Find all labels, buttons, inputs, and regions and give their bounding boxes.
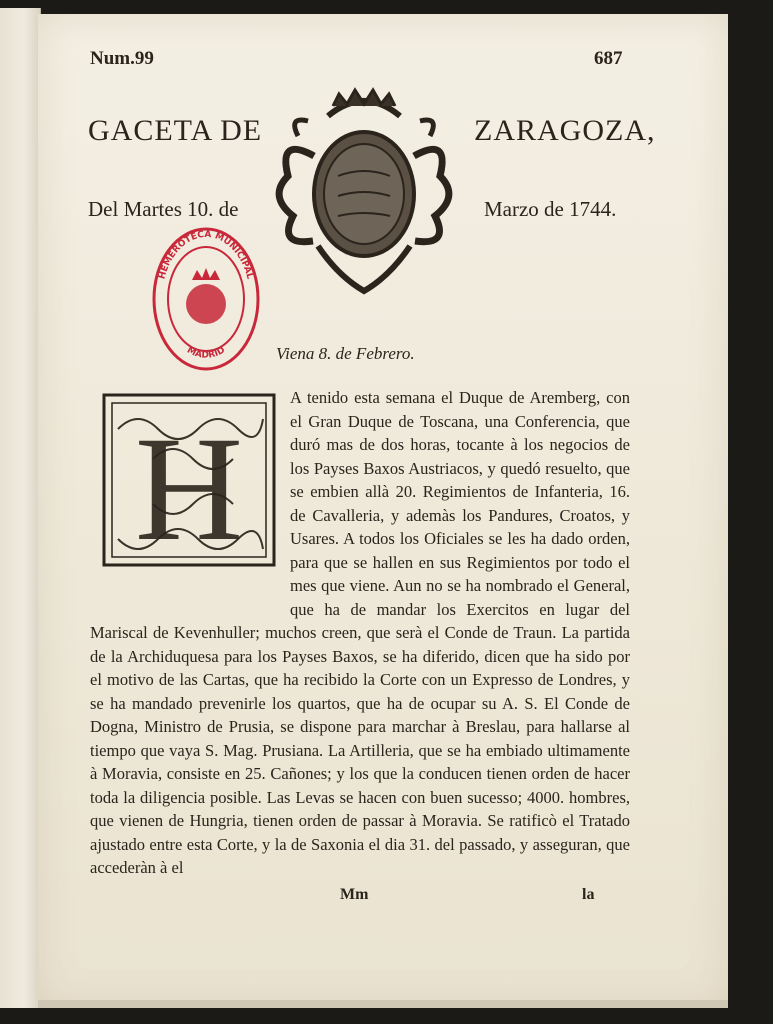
facing-page-edge [0,8,41,1008]
stamp-text-top: HEMEROTECA MUNICIPAL [157,229,255,281]
article-body-text: A tenido esta semana el Duque de Aremberg, con el Gran Duque de Toscana, una Conferencia, que duró mas de dos horas, tocante à los negocios de los Payses Baxos Austriacos, y quedó resuelto, que se embien allà 20. Regimientos de Infanteria, 16. de Cavalleria, y ademàs los Pandures, Croatos, y Usares. A todos los Oficiales se les ha dado orden, para que se hallen en sus Regimientos por todo el mes que viene. Aun no se ha nombrado el General, que ha de mandar los Exercitos en lugar del Mariscal de Kevenhuller; muchos creen, que serà el Conde de Traun. La partida de la Archiduquesa para los Payses Baxos, se ha diferido, dicen que ha sido por el motivo de las Cartas, que ha recibido la Corte con un Expresso de Londres, y se ha mandado prevenirle los quartos, que ha de ocupar su A. S. El Conde de Dogna, Ministro de Prusia, se dispone para marchar à Breslau, para hallarse al tiempo que vaya S. Mag. Prusiana. La Artilleria, que se ha embiado ultimamente à Moravia, consiste en 25. Cañones; y los que la conducen tienen orden de hacer toda la diligencia posible. Las Levas se hacen con buen sucesso; 4000. hombres, que vienen de Hungria, tienen orden de passar à Moravia. Se ratificò el Tratado ajustado entre esta Corte, y la de Saxonia el dia 31. del passado, y asseguran, que accederàn à el [90,388,630,877]
svg-text:MADRID [185,345,227,360]
issue-number: Num.99 [90,48,154,69]
signature-mark: Mm [340,886,369,903]
page-bottom-edge [38,1000,728,1008]
masthead-title-left: GACETA DE [88,114,263,147]
issue-date-left: Del Martes 10. de [88,197,239,221]
coat-of-arms-icon [258,76,470,304]
catchword: la [582,886,595,903]
article-dateline: Viena 8. de Febrero. [276,344,415,363]
article-body [90,386,630,880]
initial-space [90,386,290,598]
newspaper-page [38,14,728,1008]
library-stamp-icon [150,224,262,374]
page-number: 687 [594,48,623,69]
masthead-title-right: ZARAGOZA, [474,114,656,147]
stamp-text-bottom: MADRID [185,345,227,361]
initial-letter: H [134,406,244,571]
issue-date-right: Marzo de 1744. [484,197,617,221]
